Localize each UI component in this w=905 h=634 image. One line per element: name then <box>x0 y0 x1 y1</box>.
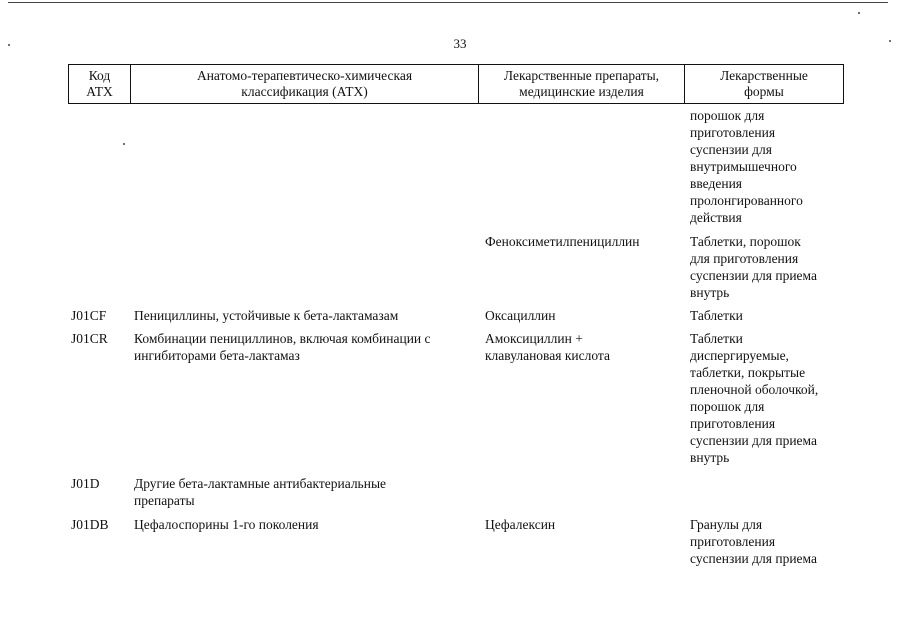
row-2-code: J01CF <box>71 308 107 323</box>
header-code-text: Код АТХ <box>86 68 113 99</box>
row-1-drug: Феноксиметилпенициллин <box>485 234 640 249</box>
scan-speck <box>889 40 891 42</box>
page-top-edge <box>8 2 888 3</box>
scan-speck <box>123 143 125 145</box>
scan-speck <box>8 44 10 46</box>
header-code <box>69 65 131 103</box>
row-1-form: Таблетки, порошок для приготовления суспензии для приема внутрь <box>690 234 817 300</box>
row-5-form: Гранулы для приготовления суспензии для приема <box>690 517 817 566</box>
row-5-code: J01DB <box>71 517 109 532</box>
row-5-classification: Цефалоспорины 1-го поколения <box>134 517 319 532</box>
row-2-classification: Пенициллины, устойчивые к бета-лактамазам <box>134 308 399 323</box>
row-2-drug: Оксациллин <box>485 308 556 323</box>
row-2-form: Таблетки <box>690 308 743 323</box>
row-3-form: Таблетки диспергируемые, таблетки, покрытые пленочной оболочкой, порошок для приготовления суспензии для приема внутрь <box>690 331 819 465</box>
scan-speck <box>858 12 860 14</box>
row-5-drug: Цефалексин <box>485 517 556 532</box>
row-3-classification: Комбинации пенициллинов, включая комбинации с ингибиторами бета-лактамаз <box>134 331 431 363</box>
row-3-drug: Амоксициллин + клавулановая кислота <box>485 331 610 363</box>
table-header <box>68 64 844 104</box>
header-classification <box>131 65 479 103</box>
header-forms <box>685 65 843 103</box>
header-forms-text: Лекарственные формы <box>720 68 808 99</box>
header-classification-text: Анатомо-терапевтическо-химическая классификация (АТХ) <box>196 68 413 99</box>
header-drugs-text: Лекарственные препараты, медицинские изделия <box>503 68 660 99</box>
header-drugs <box>479 65 685 103</box>
row-4-code: J01D <box>71 476 100 491</box>
row-4-classification: Другие бета-лактамные антибактериальные препараты <box>134 476 387 508</box>
row-0-form: порошок для приготовления суспензии для внутримышечного введения пролонгированного действия <box>690 108 803 225</box>
page-number: 33 <box>453 36 467 51</box>
row-3-code: J01CR <box>71 331 108 346</box>
